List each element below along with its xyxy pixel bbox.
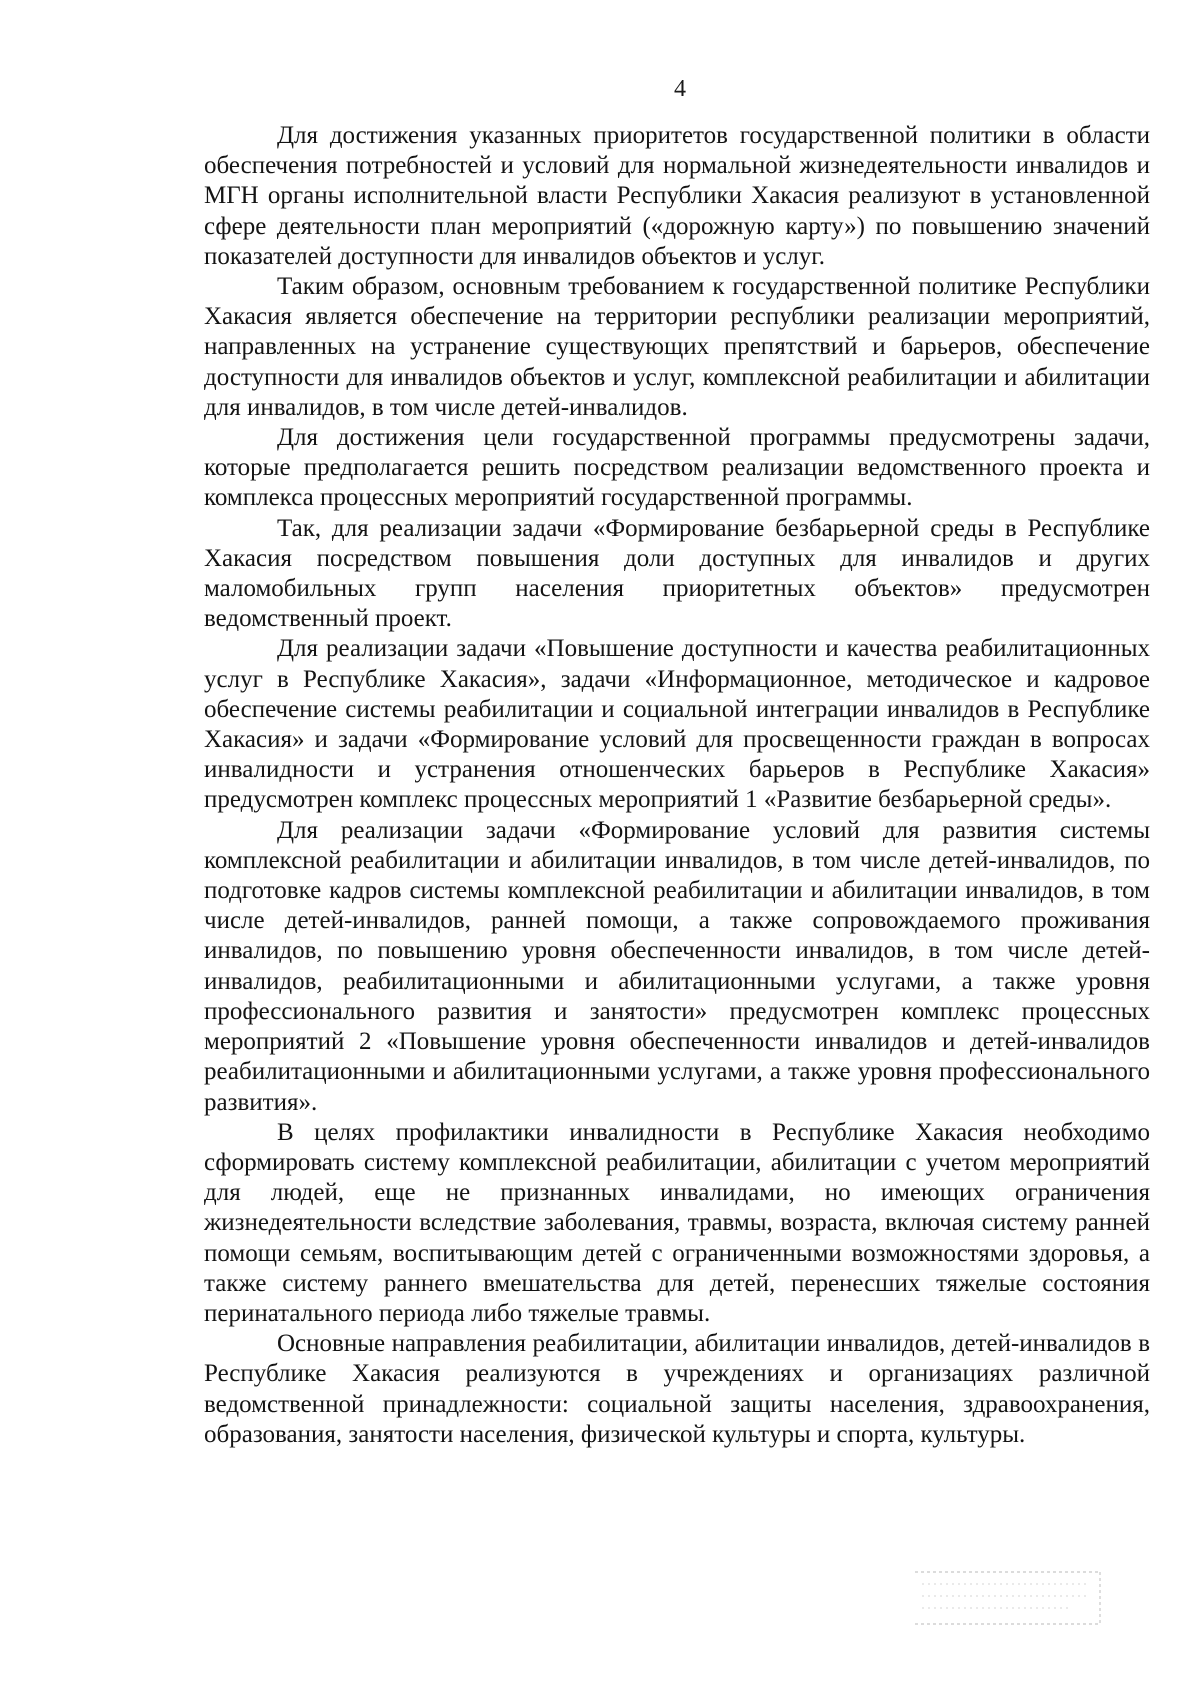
- stamp-mark: [910, 1568, 1105, 1628]
- page-number: 4: [674, 76, 686, 102]
- paragraph: Для достижения цели государственной программы предусмотрены задачи, которые предполагается решить посредством реализации ведомственного проекта и комплекса процессных мероприятий государственной программы.: [204, 424, 1150, 512]
- paragraph: Основные направления реабилитации, абилитации инвалидов, детей-инвалидов в Республике Хакасия реализуются в учреждениях и организациях различной ведомственной принадлежности: социальной защиты населения, здравоохранения, образования, занятости населения, физической культуры и спорта, культуры.: [204, 1330, 1150, 1448]
- paragraph: Так, для реализации задачи «Формирование безбарьерной среды в Республике Хакасия посредством повышения доли доступных для инвалидов и других маломобильных групп населения приоритетных объектов» предусмотрен ведомственный проект.: [204, 514, 1150, 633]
- document-body: [204, 121, 1150, 1450]
- paragraph: В целях профилактики инвалидности в Республике Хакасия необходимо сформировать систему комплексной реабилитации, абилитации с учетом мероприятий для людей, еще не признанных инвалидами, но имеющих ограничения жизнедеятельности вследствие заболевания, травмы, возраста, включая систему ранней помощи семьям, воспитывающим детей с ограниченными возможностями здоровья, а также систему раннего вмешательства для детей, перенесших тяжелые состояния перинатального периода либо тяжелые травмы.: [204, 1118, 1150, 1327]
- paragraph: Таким образом, основным требованием к государственной политике Республики Хакасия является обеспечение на территории республики реализации мероприятий, направленных на устранение существующих препятствий и барьеров, обеспечение доступности для инвалидов объектов и услуг, комплексной реабилитации и абилитации для инвалидов, в том числе детей-инвалидов.: [204, 273, 1150, 421]
- paragraph: Для реализации задачи «Формирование условий для развития системы комплексной реабилитации и абилитации инвалидов, в том числе детей-инвалидов, по подготовке кадров системы комплексной реабилитации и абилитации инвалидов, в том числе детей-инвалидов, ранней помощи, а также сопровождаемого проживания инвалидов, по повышению уровня обеспеченности инвалидов, в том числе детей-инвалидов, реабилитационными и абилитационными услугами, а также уровня профессионального развития и занятости» предусмотрен комплекс процессных мероприятий 2 «Повышение уровня обеспеченности инвалидов и детей-инвалидов реабилитационными и абилитационными услугами, а также уровня профессионального развития».: [204, 816, 1150, 1116]
- paragraph: Для реализации задачи «Повышение доступности и качества реабилитационных услуг в Республике Хакасия», задачи «Информационное, методическое и кадровое обеспечение системы реабилитации и социальной интеграции инвалидов в Республике Хакасия» и задачи «Формирование условий для просвещенности граждан в вопросах инвалидности и устранения отношенческих барьеров в Республике Хакасия» предусмотрен комплекс процессных мероприятий 1 «Развитие безбарьерной среды».: [204, 635, 1150, 814]
- paragraph: Для достижения указанных приоритетов государственной политики в области обеспечения потребностей и условий для нормальной жизнедеятельности инвалидов и МГН органы исполнительной власти Республики Хакасия реализуют в установленной сфере деятельности план мероприятий («дорожную карту») по повышению значений показателей доступности для инвалидов объектов и услуг.: [204, 122, 1150, 270]
